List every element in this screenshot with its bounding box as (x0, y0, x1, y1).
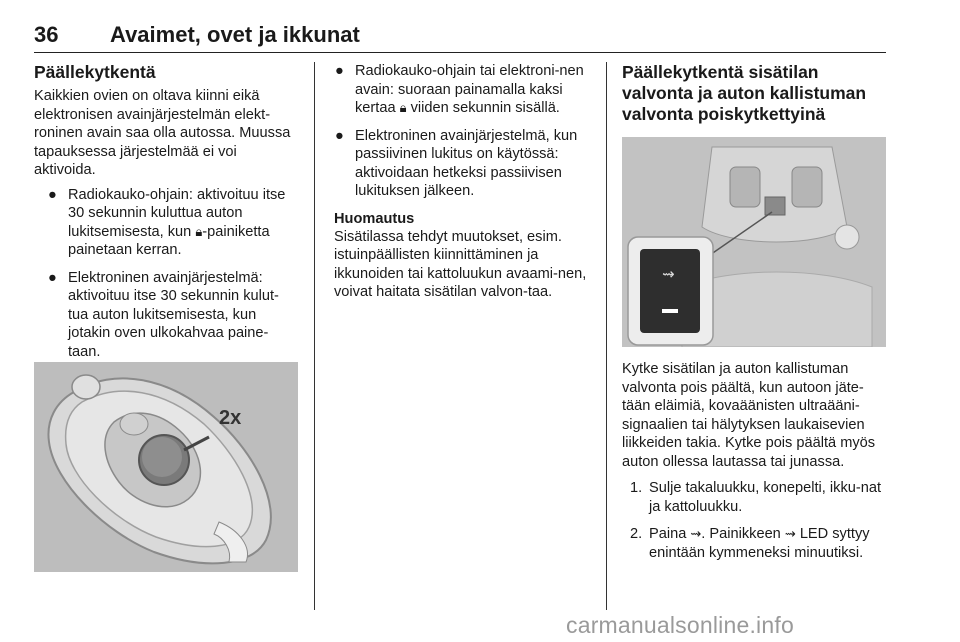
car-alarm-icon: ⇝ (690, 526, 702, 541)
roof-console-icon (622, 137, 886, 347)
chapter-title: Avaimet, ovet ja ikkunat (110, 22, 360, 47)
lock-icon: 🔒︎ (399, 100, 407, 115)
list-item: ● Elektroninen avainjärjestelmä: aktivoituu itse 30 sekunnin kulut-tua auton lukitsemisesta, kun jotakin oven ulkokahvaa paine-taan. (48, 269, 279, 360)
page-number: 36 (34, 22, 59, 47)
note-paragraph: Sisätilassa tehdyt muutokset, esim. istuinpäällisten kiinnittäminen ja ikkunoiden tai kattoluukun avaami-nen, voivat haitata sisätilan valvon-taa. (334, 228, 587, 300)
column-middle (334, 62, 590, 302)
bullet-list (34, 186, 298, 362)
key-fob-icon (34, 362, 298, 572)
list-item: ● Radiokauko-ohjain: aktivoituu itse 30 sekunnin kuluttua auton lukitsemisesta, kun 🔒︎-painiketta painetaan kerran. (48, 186, 286, 258)
list-item: 1. Sulje takaluukku, konepelti, ikku-nat ja kattoluukku. (630, 480, 882, 515)
list-item: 2. Paina ⇝. Painikkeen ⇝ LED syttyy enintään kymmeneksi minuutiksi. (630, 526, 870, 561)
column-left (34, 62, 298, 370)
car-alarm-icon: ⇝ (784, 526, 796, 541)
section-heading: Päällekytkentä sisätilan valvonta ja auton kallistuman valvonta poiskytkettyinä (622, 62, 867, 124)
column-divider (314, 62, 315, 610)
car-alarm-icon: ⇝ (662, 265, 675, 283)
lock-icon: 🔒︎ (195, 223, 203, 239)
bullet-list (334, 62, 590, 201)
instruction-paragraph: Kytke sisätilan ja auton kallistuman valvonta pois päältä, kun autoon jäte-tään eläimiä, kovaäänisten ultraääni-signaalien tai hälytyksen laukaisevien liikkeiden takia. Kytke pois päältä myös auton ollessa lautassa tai junassa. (622, 361, 876, 470)
press-twice-label: 2x (219, 407, 242, 429)
column-right (622, 62, 886, 129)
note-title: Huomautus (334, 210, 415, 227)
list-item: ● Elektroninen avainjärjestelmä, kun passiivinen lukitus on käytössä: aktivoidaan hetkeksi passiivisen lukituksen jälkeen. (335, 127, 578, 199)
section-heading: Päällekytkentä (34, 62, 156, 82)
list-item: ● Radiokauko-ohjain tai elektroni-nen avain: suoraan painamalla kaksi kertaa 🔒︎ viiden sekunnin sisällä. (335, 63, 584, 116)
steps-list (622, 479, 886, 562)
column-right-body (622, 360, 886, 571)
key-fob-illustration (34, 362, 298, 572)
roof-console-illustration (622, 137, 886, 347)
watermark: carmanualsonline.info (566, 612, 794, 638)
intro-paragraph: Kaikkien ovien on oltava kiinni eikä elektronisen avainjärjestelmän elekt-roninen avain saa olla autossa. Muussa tapauksessa järjestelmää ei voi aktivoida. (34, 88, 291, 178)
page-header (34, 22, 886, 53)
column-divider (606, 62, 607, 610)
